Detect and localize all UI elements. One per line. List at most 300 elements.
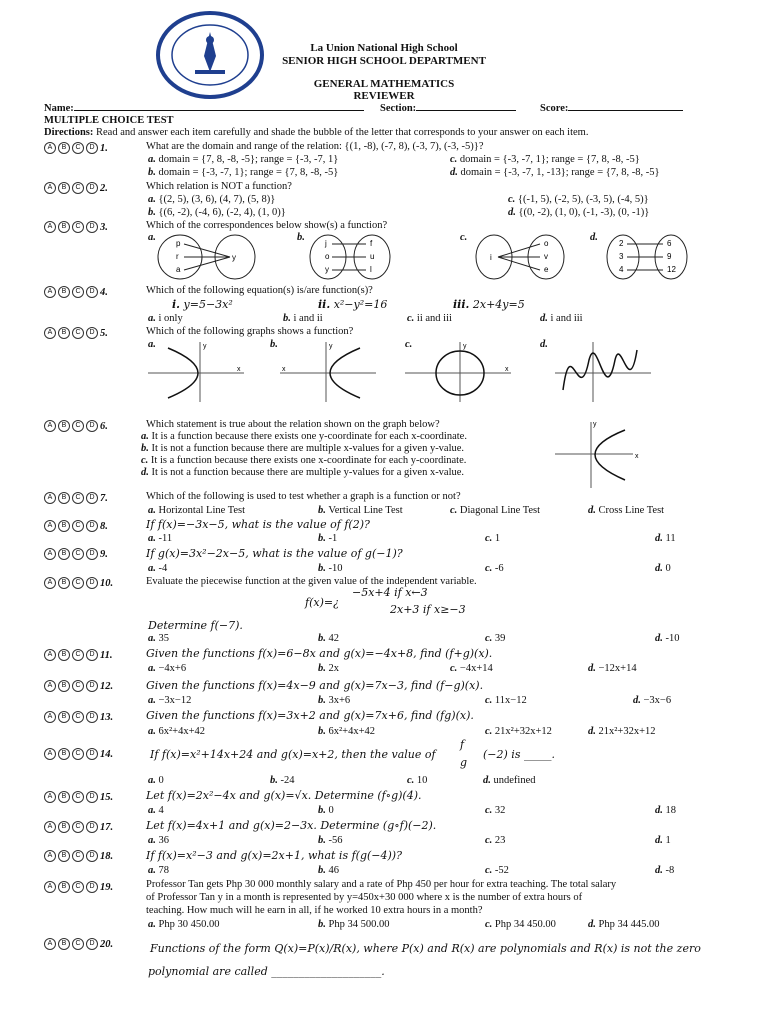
option-text: -56	[328, 835, 343, 846]
option-letter: d.	[588, 726, 596, 737]
option-b	[318, 919, 389, 930]
option-text: 21x²+32x+12	[598, 726, 656, 737]
bubble-d[interactable]: D	[86, 142, 98, 154]
question-number: 8.	[100, 520, 108, 532]
question-text: If f(x)=x²−3 and g(x)=2x+1, what is f(g(−4))?	[146, 849, 402, 862]
bubble-a[interactable]: A	[44, 327, 56, 339]
question-text: If g(x)=3x²−2x−5, what is the value of g(−1)?	[146, 547, 403, 560]
option-a	[148, 533, 172, 544]
option-b	[318, 695, 350, 706]
bubble-c[interactable]: C	[72, 791, 84, 803]
option-text: -24	[280, 775, 295, 786]
option-c	[485, 805, 505, 816]
question-text-line-2: of Professor Tan y in a month is represented by y=450x+30 000 where x is the number of extra hours of	[146, 892, 583, 903]
bubble-b[interactable]: B	[58, 520, 70, 532]
bubble-b[interactable]: B	[58, 327, 70, 339]
option-text: -52	[494, 865, 509, 876]
option-letter: b.	[318, 563, 326, 574]
q3d-domain-2: 4	[619, 265, 624, 274]
q3b-range-1: u	[370, 252, 375, 261]
q5a-x-label: x	[237, 366, 241, 373]
option-c	[450, 663, 493, 674]
bubble-a[interactable]: A	[44, 680, 56, 692]
q5b-y-label: y	[329, 343, 333, 350]
question-number: 9.	[100, 548, 108, 560]
option-b	[318, 726, 375, 737]
option-text: {(0, -2), (1, 0), (-1, -3), (0, -1)}	[518, 207, 650, 218]
option-d	[588, 726, 656, 737]
equation-iii-text: 2x+4y=5	[472, 298, 525, 311]
answer-bubbles	[44, 711, 113, 723]
option-letter: d.	[508, 207, 516, 218]
option-letter: d.	[655, 563, 663, 574]
option-letter: c.	[485, 633, 493, 644]
option-letter: b.	[318, 505, 326, 516]
bubble-b[interactable]: B	[58, 221, 70, 233]
option-text: 1	[665, 835, 671, 846]
question-number: 13.	[100, 711, 114, 723]
answer-bubbles	[44, 850, 113, 862]
option-letter: a.	[148, 533, 156, 544]
q3d-range-2: 12	[667, 265, 676, 274]
option-a	[148, 805, 164, 816]
option-letter: c.	[407, 313, 415, 324]
question-number: 3.	[100, 221, 108, 233]
bubble-a[interactable]: A	[44, 221, 56, 233]
bubble-d[interactable]: D	[86, 520, 98, 532]
q5-graph-c	[405, 340, 515, 402]
option-letter: d.	[655, 865, 663, 876]
option-letter: a.	[148, 505, 156, 516]
bubble-a[interactable]: A	[44, 649, 56, 661]
option-text: -11	[158, 533, 173, 544]
option-text: 78	[158, 865, 169, 876]
option-letter: c.	[485, 919, 493, 930]
option-d	[588, 663, 637, 674]
section-line[interactable]	[416, 110, 516, 111]
answer-bubbles	[44, 221, 108, 233]
bubble-c[interactable]: C	[72, 881, 84, 893]
q3c-range-0: o	[544, 239, 549, 248]
bubble-c[interactable]: C	[72, 850, 84, 862]
answer-bubbles	[44, 649, 113, 661]
bubble-d[interactable]: D	[86, 286, 98, 298]
bubble-d[interactable]: D	[86, 548, 98, 560]
score-line[interactable]	[568, 110, 683, 111]
answer-bubbles	[44, 748, 113, 760]
question-text: Which relation is NOT a function?	[146, 181, 292, 192]
bubble-c[interactable]: C	[72, 711, 84, 723]
option-letter: d.	[655, 805, 663, 816]
option-d	[655, 805, 676, 816]
bubble-d[interactable]: D	[86, 420, 98, 432]
bubble-d[interactable]: D	[86, 680, 98, 692]
option-text: domain = {7, 8, -8, -5}; range = {-3, -7, 1}	[158, 154, 339, 165]
directions	[44, 127, 588, 138]
bubble-c[interactable]: C	[72, 748, 84, 760]
option-d	[655, 835, 671, 846]
name-line[interactable]	[74, 110, 364, 111]
option-text: −3x−6	[643, 695, 672, 706]
option-a	[148, 919, 219, 930]
subject-title: GENERAL MATHEMATICS	[313, 78, 455, 90]
option-text: 6x²+4x+42	[328, 726, 375, 737]
question-number: 4.	[100, 286, 108, 298]
piecewise-lhs: f(x)=¿	[305, 596, 339, 609]
equation-iii	[453, 298, 525, 311]
bubble-b[interactable]: B	[58, 649, 70, 661]
roman-i: i.	[172, 298, 181, 311]
bubble-c[interactable]: C	[72, 649, 84, 661]
option-text: Vertical Line Test	[328, 505, 403, 516]
q3c-range-1: v	[544, 252, 548, 261]
option-c	[485, 919, 556, 930]
option-text: -6	[494, 563, 504, 574]
option-letter: c.	[450, 663, 458, 674]
diagram-letter-b: b.	[270, 339, 278, 350]
question-number: 6.	[100, 420, 108, 432]
option-text: It is a function because there exists one x-coordinate for each y-coordinate.	[150, 455, 467, 466]
q5a-y-label: y	[203, 343, 207, 350]
option-letter: c.	[485, 805, 493, 816]
option-letter: d.	[588, 919, 596, 930]
option-d	[508, 207, 649, 218]
bubble-a[interactable]: A	[44, 492, 56, 504]
bubble-c[interactable]: C	[72, 938, 84, 950]
option-b	[318, 533, 337, 544]
option-d	[540, 313, 583, 324]
question-text: Which of the following equation(s) is/are function(s)?	[146, 285, 373, 296]
name-field[interactable]	[44, 103, 364, 114]
question-number: 20.	[100, 938, 114, 950]
option-d	[655, 533, 676, 544]
option-a	[148, 775, 164, 786]
bubble-d[interactable]: D	[86, 577, 98, 589]
q5c-x-label: x	[505, 366, 509, 373]
bubble-d[interactable]: D	[86, 327, 98, 339]
bubble-a[interactable]: A	[44, 182, 56, 194]
q3c-domain-0: i	[490, 253, 492, 262]
option-text: 11	[665, 533, 676, 544]
option-a	[148, 563, 167, 574]
option-c	[407, 775, 427, 786]
bubble-b[interactable]: B	[58, 548, 70, 560]
bubble-a[interactable]: A	[44, 821, 56, 833]
department-name: SENIOR HIGH SCHOOL DEPARTMENT	[282, 55, 486, 67]
bubble-b[interactable]: B	[58, 420, 70, 432]
bubble-b[interactable]: B	[58, 748, 70, 760]
option-letter: a.	[148, 194, 156, 205]
fraction-denominator: g	[460, 756, 468, 769]
answer-bubbles	[44, 142, 108, 154]
bubble-b[interactable]: B	[58, 850, 70, 862]
bubble-c[interactable]: C	[72, 577, 84, 589]
q6-graph	[555, 418, 645, 488]
option-letter: d.	[655, 533, 663, 544]
question-text: What are the domain and range of the relation: {(1, -8), (-7, 8), (-3, 7), (-3, -5)}?	[146, 141, 484, 152]
q3c-range-2: e	[544, 265, 549, 274]
roman-ii: ii.	[318, 298, 331, 311]
option-a	[148, 663, 186, 674]
bubble-d[interactable]: D	[86, 881, 98, 893]
option-letter: b.	[148, 207, 156, 218]
bubble-a[interactable]: A	[44, 881, 56, 893]
option-text: -8	[665, 865, 675, 876]
option-text: Php 34 500.00	[328, 919, 390, 930]
option-text: Cross Line Test	[598, 505, 665, 516]
option-letter: b.	[318, 835, 326, 846]
bubble-d[interactable]: D	[86, 791, 98, 803]
bubble-d[interactable]: D	[86, 850, 98, 862]
option-b	[318, 633, 339, 644]
answer-bubbles	[44, 680, 113, 692]
option-text: 1	[494, 533, 501, 544]
bubble-d[interactable]: D	[86, 492, 98, 504]
answer-bubbles	[44, 577, 113, 589]
score-field[interactable]	[540, 103, 683, 114]
option-letter: a.	[148, 313, 156, 324]
score-label: Score:	[540, 103, 569, 114]
option-text: 6x²+4x+42	[158, 726, 205, 737]
option-letter: c.	[485, 695, 493, 706]
option-c	[450, 154, 640, 165]
bubble-b[interactable]: B	[58, 492, 70, 504]
q3b-domain-2: y	[325, 265, 329, 274]
q3d-range-0: 6	[667, 239, 672, 248]
option-b	[141, 443, 464, 454]
q3-diagram-c	[472, 233, 572, 281]
question-text: Which of the following is used to test whether a graph is a function or not?	[146, 491, 461, 502]
diagram-letter-b: b.	[297, 232, 305, 243]
option-letter: b.	[148, 167, 156, 178]
bubble-c[interactable]: C	[72, 548, 84, 560]
option-d	[655, 633, 680, 644]
option-text: −4x+14	[459, 663, 493, 674]
equation-ii	[318, 298, 387, 311]
bubble-c[interactable]: C	[72, 286, 84, 298]
bubble-d[interactable]: D	[86, 182, 98, 194]
bubble-a[interactable]: A	[44, 420, 56, 432]
option-letter: a.	[148, 775, 156, 786]
question-text-line-3: teaching. How much will he earn in all, if he worked 10 extra hours in a month?	[146, 905, 483, 916]
q3a-domain-0: p	[176, 239, 181, 248]
answer-bubbles	[44, 327, 108, 339]
option-a	[148, 865, 169, 876]
bubble-a[interactable]: A	[44, 142, 56, 154]
option-text: Php 34 445.00	[598, 919, 660, 930]
option-d	[633, 695, 671, 706]
option-a	[148, 313, 183, 324]
option-text: -10	[328, 563, 343, 574]
option-a	[148, 633, 169, 644]
q3-diagram-b	[300, 233, 400, 281]
q5c-y-label: y	[463, 343, 467, 350]
bubble-b[interactable]: B	[58, 791, 70, 803]
option-text: 2x	[328, 663, 339, 674]
bubble-d[interactable]: D	[86, 748, 98, 760]
bubble-b[interactable]: B	[58, 142, 70, 154]
bubble-a[interactable]: A	[44, 577, 56, 589]
bubble-d[interactable]: D	[86, 649, 98, 661]
question-number: 17.	[100, 821, 114, 833]
option-letter: a.	[148, 695, 156, 706]
diagram-letter-c: c.	[405, 339, 413, 350]
directions-text: Read and answer each item carefully and shade the bubble of the letter that corresponds to your answer on each item.	[96, 127, 589, 138]
option-c	[508, 194, 649, 205]
option-text: 23	[494, 835, 506, 846]
bubble-c[interactable]: C	[72, 142, 84, 154]
option-letter: a.	[148, 663, 156, 674]
school-name: La Union National High School	[310, 42, 458, 54]
bubble-c[interactable]: C	[72, 492, 84, 504]
option-letter: b.	[318, 919, 326, 930]
bubble-a[interactable]: A	[44, 548, 56, 560]
diagram-letter-a: a.	[148, 339, 156, 350]
bubble-d[interactable]: D	[86, 938, 98, 950]
bubble-d[interactable]: D	[86, 711, 98, 723]
option-letter: d.	[450, 167, 458, 178]
option-letter: d.	[483, 775, 491, 786]
bubble-a[interactable]: A	[44, 791, 56, 803]
option-letter: b.	[283, 313, 291, 324]
bubble-c[interactable]: C	[72, 420, 84, 432]
option-text: -10	[665, 633, 680, 644]
option-letter: d.	[655, 633, 663, 644]
option-letter: b.	[141, 443, 149, 454]
option-letter: c.	[485, 533, 493, 544]
question-text-end: (−2) is _____.	[483, 748, 555, 761]
bubble-a[interactable]: A	[44, 748, 56, 760]
option-c	[407, 313, 452, 324]
option-b	[318, 505, 403, 516]
option-d	[588, 919, 659, 930]
q6-y-label: y	[593, 421, 597, 428]
option-text: It is a function because there exists one y-coordinate for each x-coordinate.	[151, 431, 467, 442]
option-letter: c.	[485, 835, 493, 846]
section-field[interactable]	[380, 103, 516, 114]
bubble-b[interactable]: B	[58, 182, 70, 194]
option-text: -4	[158, 563, 168, 574]
directions-label: Directions:	[44, 127, 94, 138]
answer-bubbles	[44, 182, 108, 194]
option-letter: d.	[540, 313, 548, 324]
option-text: Php 34 450.00	[494, 919, 556, 930]
bubble-c[interactable]: C	[72, 680, 84, 692]
question-number: 7.	[100, 492, 108, 504]
question-number: 14.	[100, 748, 114, 760]
question-text: Which of the following graphs shows a function?	[146, 326, 354, 337]
bubble-b[interactable]: B	[58, 881, 70, 893]
answer-bubbles	[44, 821, 113, 833]
option-text: 10	[416, 775, 428, 786]
roman-iii: iii.	[453, 298, 470, 311]
bubble-a[interactable]: A	[44, 286, 56, 298]
option-b	[318, 835, 343, 846]
option-letter: a.	[148, 865, 156, 876]
question-text: Let f(x)=4x+1 and g(x)=2−3x. Determine (g∘f)(−2).	[146, 819, 437, 832]
option-letter: b.	[318, 663, 326, 674]
question-text: Given the functions f(x)=4x−9 and g(x)=7x−3, find (f−g)(x).	[146, 679, 484, 692]
question-text: Given the functions f(x)=6−8x and g(x)=−4x+8, find (f+g)(x).	[146, 647, 493, 660]
q3a-domain-1: r	[176, 252, 179, 261]
question-text: If f(x)=x²+14x+24 and g(x)=x+2, then the value of	[150, 748, 436, 761]
bubble-c[interactable]: C	[72, 327, 84, 339]
option-a	[148, 154, 338, 165]
option-letter: a.	[148, 919, 156, 930]
option-text: −3x−12	[158, 695, 192, 706]
equation-i-text: y=5−3x²	[183, 298, 233, 311]
option-letter: a.	[148, 563, 156, 574]
option-a	[148, 835, 169, 846]
bubble-c[interactable]: C	[72, 821, 84, 833]
bubble-b[interactable]: B	[58, 821, 70, 833]
bubble-c[interactable]: C	[72, 221, 84, 233]
option-text: 0	[665, 563, 671, 574]
question-number: 2.	[100, 182, 108, 194]
option-b	[148, 167, 338, 178]
bubble-d[interactable]: D	[86, 221, 98, 233]
option-text: Php 30 450.00	[158, 919, 220, 930]
option-letter: c.	[450, 154, 458, 165]
bubble-a[interactable]: A	[44, 520, 56, 532]
option-text: domain = {-3, -7, 1}; range = {7, 8, -8, -5}	[158, 167, 339, 178]
bubble-c[interactable]: C	[72, 520, 84, 532]
bubble-d[interactable]: D	[86, 821, 98, 833]
option-text: domain = {-3, -7, 1}; range = {7, 8, -8, -5}	[459, 154, 640, 165]
name-label: Name:	[44, 103, 74, 114]
option-c	[485, 726, 552, 737]
diagram-letter-d: d.	[540, 339, 548, 350]
bubble-a[interactable]: A	[44, 850, 56, 862]
option-letter: d.	[655, 835, 663, 846]
option-letter: d.	[633, 695, 641, 706]
option-text: 21x²+32x+12	[494, 726, 552, 737]
question-number: 12.	[100, 680, 114, 692]
bubble-b[interactable]: B	[58, 938, 70, 950]
question-text: Given the functions f(x)=3x+2 and g(x)=7x+6, find (fg)(x).	[146, 709, 474, 722]
bubble-c[interactable]: C	[72, 182, 84, 194]
option-text: {(2, 5), (3, 6), (4, 7), (5, 8)}	[158, 194, 276, 205]
answer-bubbles	[44, 420, 108, 432]
bubble-b[interactable]: B	[58, 680, 70, 692]
option-b	[283, 313, 323, 324]
answer-bubbles	[44, 881, 113, 893]
option-a	[141, 431, 467, 442]
question-text: Evaluate the piecewise function at the given value of the independent variable.	[146, 576, 477, 587]
bubble-b[interactable]: B	[58, 286, 70, 298]
bubble-a[interactable]: A	[44, 938, 56, 950]
bubble-b[interactable]: B	[58, 577, 70, 589]
section-label: Section:	[380, 103, 417, 114]
q6-x-label: x	[635, 453, 639, 460]
diagram-letter-d: d.	[590, 232, 598, 243]
option-letter: a.	[141, 431, 149, 442]
option-letter: a.	[148, 805, 156, 816]
question-number: 10.	[100, 577, 114, 589]
option-letter: b.	[318, 726, 326, 737]
question-text-line-1: Functions of the form Q(x)=P(x)/R(x), where P(x) and R(x) are polynomials and R(x) is not the zero	[150, 942, 701, 955]
equation-i	[172, 298, 233, 311]
bubble-a[interactable]: A	[44, 711, 56, 723]
question-number: 18.	[100, 850, 114, 862]
bubble-b[interactable]: B	[58, 711, 70, 723]
q5b-x-label: x	[282, 366, 286, 373]
option-a	[148, 695, 191, 706]
option-c	[485, 533, 500, 544]
option-letter: c.	[485, 726, 493, 737]
option-d	[655, 563, 671, 574]
option-letter: b.	[318, 633, 326, 644]
